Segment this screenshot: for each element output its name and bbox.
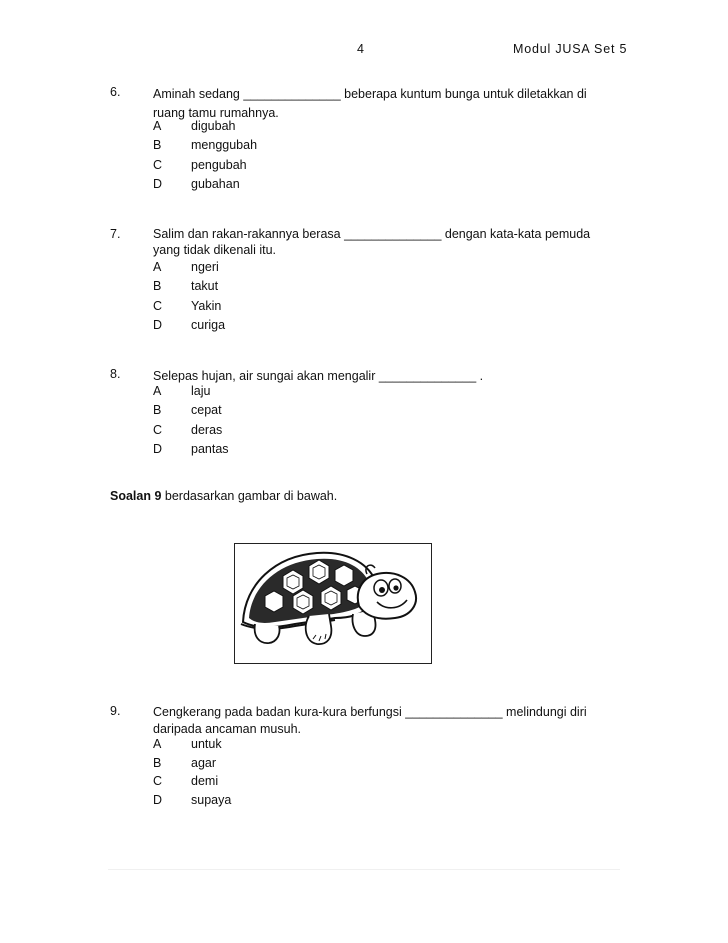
stem-line: daripada ancaman musuh. (153, 721, 302, 736)
option-letter: D (153, 176, 163, 191)
question-stem (153, 704, 608, 737)
option-text: menggubah (191, 138, 258, 153)
option-text: pengubah (191, 157, 247, 172)
option-text: pantas (191, 441, 229, 456)
option-letter: A (153, 260, 162, 274)
option-letter: C (153, 157, 163, 172)
option-letter: B (153, 279, 162, 294)
option-text: gubahan (191, 176, 240, 191)
option-letter: A (153, 384, 162, 398)
turtle-illustration (234, 543, 432, 664)
stem-line: Selepas hujan, air sungai akan mengalir ______________ . (153, 369, 484, 383)
stem-line: yang tidak dikenali itu. (153, 242, 276, 257)
option-text: digubah (191, 119, 236, 133)
stem-line: Cengkerang pada badan kura-kura berfungsi ______________ melindungi diri (153, 705, 587, 719)
question-number: 9. (110, 704, 121, 718)
option-letter: D (153, 317, 163, 332)
turtle-icon (235, 544, 430, 662)
question-stem (153, 367, 608, 386)
option-letter: C (153, 422, 163, 437)
question-stem (153, 85, 608, 122)
option-letter: B (153, 403, 162, 418)
option-letter: B (153, 138, 162, 153)
option-letter: B (153, 755, 162, 770)
footer-divider (108, 869, 620, 870)
question-number: 7. (110, 227, 121, 241)
option-text: deras (191, 422, 223, 437)
instruction-bold: Soalan 9 (110, 489, 162, 503)
question-9-instruction (110, 489, 337, 503)
option-text: agar (191, 755, 217, 770)
option-text: untuk (191, 737, 222, 751)
option-letter: C (153, 298, 163, 313)
option-text: curiga (191, 317, 226, 332)
option-letter: C (153, 774, 163, 788)
option-letter: D (153, 441, 163, 456)
option-text: Yakin (191, 298, 222, 313)
question-number: 8. (110, 367, 121, 381)
option-text: takut (191, 279, 219, 294)
option-letter: D (153, 792, 163, 807)
stem-line: Salim dan rakan-rakannya berasa ______________ dengan kata-kata pemuda (153, 227, 591, 241)
question-number: 6. (110, 85, 121, 99)
page-number: 4 (357, 42, 364, 56)
option-text: demi (191, 774, 219, 788)
stem-line: ruang tamu rumahnya. (153, 105, 279, 120)
option-text: cepat (191, 403, 222, 418)
option-text: ngeri (191, 260, 219, 274)
question-stem (153, 227, 608, 258)
option-letter: A (153, 119, 162, 133)
option-text: laju (191, 384, 211, 398)
option-text: supaya (191, 792, 232, 807)
instruction-text: berdasarkan gambar di bawah. (161, 489, 338, 503)
option-letter: A (153, 737, 162, 751)
stem-line: Aminah sedang ______________ beberapa kuntum bunga untuk diletakkan di (153, 87, 587, 101)
module-title: Modul JUSA Set 5 (513, 42, 628, 56)
